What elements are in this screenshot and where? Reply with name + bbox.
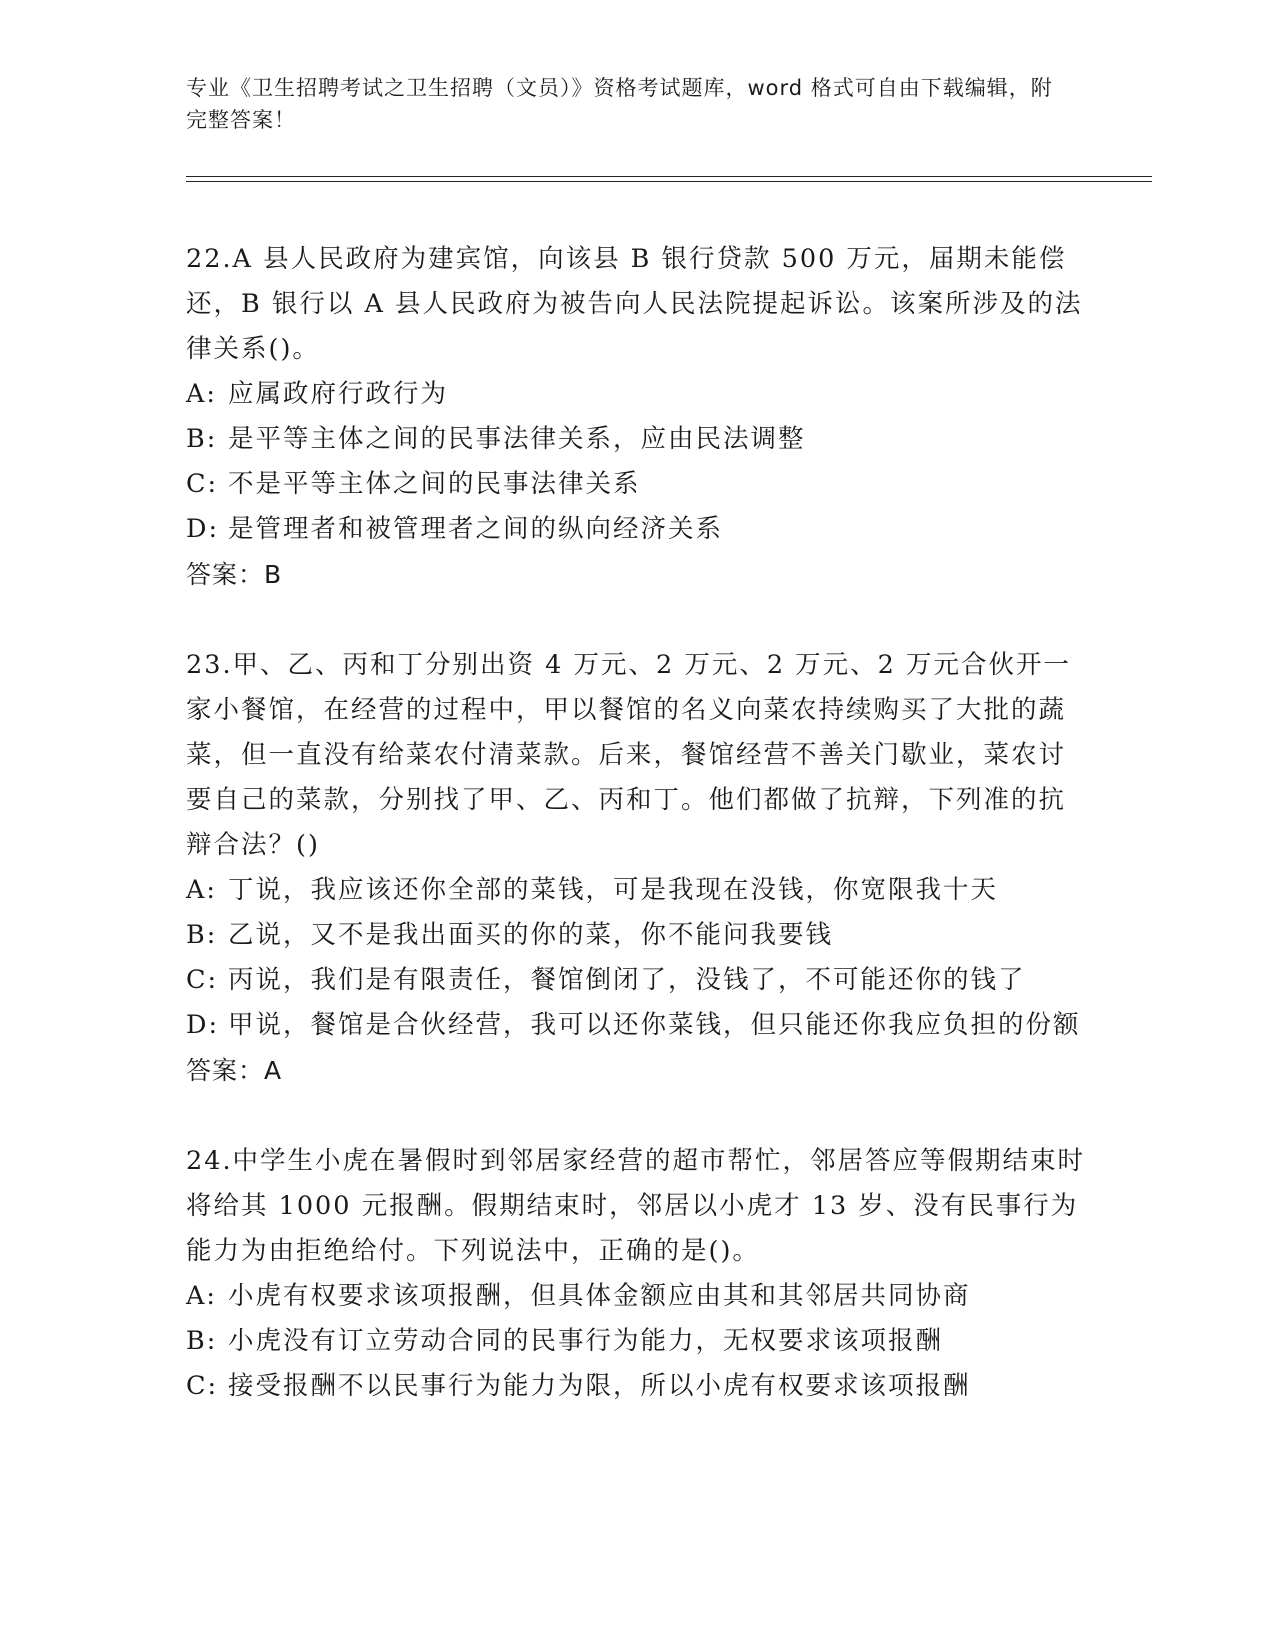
question-text: 23.甲、乙、丙和丁分别出资 4 万元、2 万元、2 万元、2 万元合伙开一家小餐馆，在经营的过程中，甲以餐馆的名义向菜农持续购买了大批的蔬菜，但一直没有给菜农付清菜款。后来，餐馆经营不善关门歇业，菜农讨要自己的菜款，分别找了甲、乙、丙和丁。他们都做了抗辩，下列准的抗辩合法？() <box>186 650 1071 860</box>
option-letter: C: <box>186 965 219 995</box>
option-letter: B: <box>186 920 218 950</box>
answer: 答案：B <box>186 560 283 589</box>
option-letter: D: <box>186 1010 220 1040</box>
option-text: 乙说，又不是我出面买的你的菜，你不能问我要钱 <box>228 920 834 950</box>
option-text: 丁说，我应该还你全部的菜钱，可是我现在没钱，你宽限我十天 <box>228 875 999 905</box>
option-letter: C: <box>186 1371 219 1401</box>
option-letter: A: <box>186 1281 218 1311</box>
option-letter: C: <box>186 469 219 499</box>
option-a <box>186 1274 1086 1319</box>
option-text: 应属政府行政行为 <box>228 379 449 409</box>
question-text: 22.A 县人民政府为建宾馆，向该县 B 银行贷款 500 万元，届期未能偿还，B 银行以 A 县人民政府为被告向人民法院提起诉讼。该案所涉及的法律关系()。 <box>186 244 1083 364</box>
header-rule-bottom <box>186 181 1152 182</box>
option-d <box>186 507 1086 552</box>
option-a <box>186 372 1086 417</box>
option-text: 小虎有权要求该项报酬，但具体金额应由其和其邻居共同协商 <box>228 1281 971 1311</box>
option-a <box>186 868 1086 913</box>
question-list <box>186 237 1086 1409</box>
option-letter: D: <box>186 514 220 544</box>
question-23 <box>186 643 1086 1093</box>
question-24 <box>186 1139 1086 1409</box>
option-text: 接受报酬不以民事行为能力为限，所以小虎有权要求该项报酬 <box>228 1371 971 1401</box>
answer: 答案：A <box>186 1056 283 1085</box>
header-text: 专业《卫生招聘考试之卫生招聘（文员）》资格考试题库，word 格式可自由下载编辑，附完整答案！ <box>186 76 1053 132</box>
option-text: 小虎没有订立劳动合同的民事行为能力，无权要求该项报酬 <box>228 1326 944 1356</box>
option-text: 丙说，我们是有限责任，餐馆倒闭了，没钱了，不可能还你的钱了 <box>228 965 1026 995</box>
option-letter: A: <box>186 875 218 905</box>
option-c <box>186 462 1086 507</box>
document-header <box>186 72 1066 136</box>
option-letter: A: <box>186 379 218 409</box>
option-b <box>186 913 1086 958</box>
header-rule-top <box>186 176 1152 177</box>
option-letter: B: <box>186 1326 218 1356</box>
option-d <box>186 1003 1086 1048</box>
option-letter: B: <box>186 424 218 454</box>
option-text: 甲说，餐馆是合伙经营，我可以还你菜钱，但只能还你我应负担的份额 <box>228 1010 1081 1040</box>
option-c <box>186 1364 1086 1409</box>
question-22 <box>186 237 1086 597</box>
option-text: 不是平等主体之间的民事法律关系 <box>228 469 641 499</box>
option-b <box>186 417 1086 462</box>
option-b <box>186 1319 1086 1364</box>
question-text: 24.中学生小虎在暑假时到邻居家经营的超市帮忙，邻居答应等假期结束时将给其 1000 元报酬。假期结束时，邻居以小虎才 13 岁、没有民事行为能力为由拒绝给付。下列说法中，正确的是()。 <box>186 1146 1086 1266</box>
option-text: 是平等主体之间的民事法律关系，应由民法调整 <box>228 424 806 454</box>
option-c <box>186 958 1086 1003</box>
option-text: 是管理者和被管理者之间的纵向经济关系 <box>228 514 724 544</box>
